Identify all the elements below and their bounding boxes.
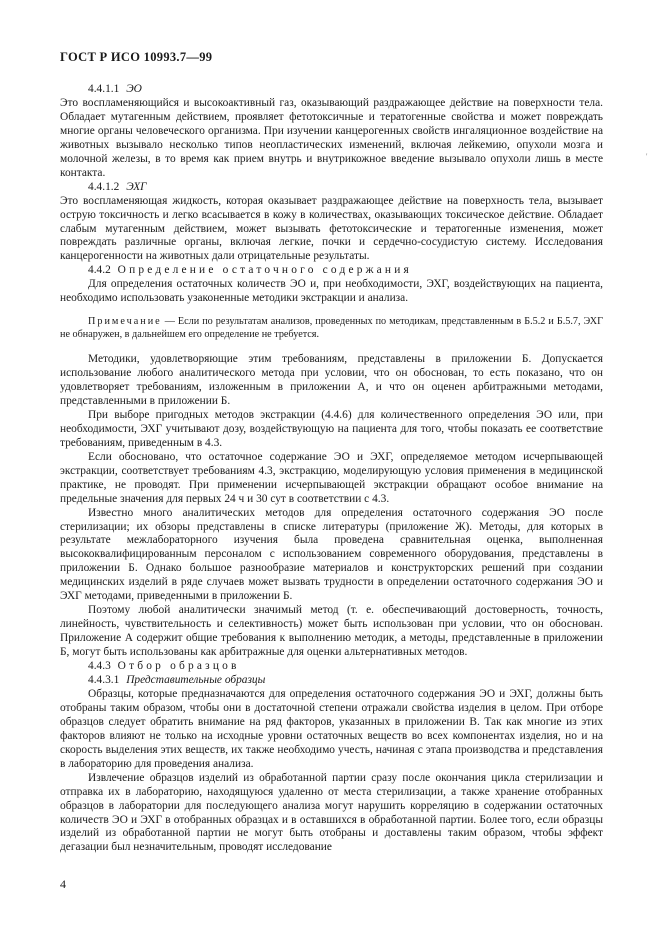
section-number: 4.4.1.1: [88, 83, 120, 95]
section-4-4-1-2-heading: [60, 181, 603, 195]
paragraph: Это воспламеняющая жидкость, которая оказывает раздражающее действие на поверхность тела, вызывает острую токсичность и легко всасывается в кожу в количествах, оказывающих токсическое действие. Обладает слабым мутагенным действием, может вызывать фетотоксические и тератогенные изменения, может повреждать различные органы, включая легкие, почки и сердечно-сосудистую систему. Исследования канцерогенности на животных дали отрицательные результаты.: [60, 194, 603, 263]
paragraph: Поэтому любой аналитически значимый метод (т. е. обеспечивающий достоверность, точность, линейность, чувствительность и селективность) может быть использован при условии, что он обоснован. Приложение А содержит общие требования к выполнению методик, а методы, представленные в приложении Б, могут быть использованы как арбитражные для оценки альтернативных методов.: [60, 604, 603, 659]
paragraph: Методики, удовлетворяющие этим требованиям, представлены в приложении Б. Допускается использование любого аналитического метода при условии, что он обоснован, то есть показано, что он удовлетворяет требованиям, изложенным в приложении А, и что он оценен арбитражными методами, представленными в приложении Б.: [60, 353, 603, 407]
note: [60, 316, 603, 341]
section-4-4-2-heading: [60, 264, 603, 278]
note-label: Примечание: [88, 316, 162, 328]
paragraph: При выборе пригодных методов экстракции (4.4.6) для количественного определения ЭО или, при необходимости, ЭХГ учитывают дозу, воздействующую на пациента для того, чтобы показать ее соответствие требованиям, приведенным в 4.3.: [60, 408, 603, 449]
note-text: — Если по результатам анализов, проведенных по методикам, представленным в Б.5.2 и Б.5.7, ЭХГ не обнаружен, в дальнейшем его определение не требуется.: [60, 316, 603, 340]
section-4-4-3-1-heading: [60, 674, 603, 688]
paragraph: Если обосновано, что остаточное содержание ЭО и ЭХГ, определяемое методом исчерпывающей экстракции, соответствует требованиям 4.3, экстракцию, моделирующую условия применения в медицинской практике, не проводят. При применении исчерпывающей экстракции обращают особое внимание на предельные значения для первых 24 ч и 30 сут в соответствии с 4.3.: [60, 450, 603, 505]
section-number: 4.4.3.1: [88, 673, 120, 686]
section-4-4-3-heading: [60, 660, 603, 674]
paragraph: Извлечение образцов изделий из обработанной партии сразу после окончания цикла стерилизации и отправка их в лабораторию, находящуюся удаленно от места стерилизации, а также хранение отобранных образцов в лаборатории для последующего анализа могут нарушить корреляцию в содержании остаточных количеств ЭО и ЭХГ в отобранных образцах и в оставшихся в обработанной партии. Более того, если образцы изделий из обработанной партии не могут быть отобраны и доставлены таким образом, чтобы эффект дегазации был незначительным, проводят исследование: [60, 771, 603, 854]
section-title: Отбор образцов: [117, 660, 240, 673]
document-header: ГОСТ Р ИСО 10993.7—99: [60, 50, 213, 64]
section-title: Представительные образцы: [126, 673, 266, 686]
section-title: ЭХГ: [126, 180, 147, 193]
paragraph: Образцы, которые предназначаются для определения остаточного содержания ЭО и ЭХГ, должны быть отобраны таким образом, чтобы они в достаточной степени отражали свойства изделия в целом. При отборе образцов следует обратить внимание на ряд факторов, указанных в приложении В. Так как многие из этих факторов влияют не только на исходные уровни остаточных веществ во всех компонентах изделия, но и на скорость выделения этих веществ, их также необходимо учесть, начиная с этапа производства и представления в лабораторию для проведения анализа.: [60, 687, 603, 770]
paragraph: Известно много аналитических методов для определения остаточного содержания ЭО после стерилизации; их обзоры представлены в списке литературы (приложение Ж). Методы, для которых в результате межлабораторного изучения была проведена сравнительная оценка, выполненная высококвалифицированным персоналом с использованием современного оборудования, представлены в приложении Б. Однако большое разнообразие материалов и конструкторских решений при создании медицинских изделий в ряде случаев может вызвать трудности в определении остаточного содержания ЭО и ЭХГ методами, приведенными в приложении Б.: [60, 506, 603, 603]
section-number: 4.4.1.2: [88, 180, 120, 193]
section-title: ЭО: [126, 83, 142, 95]
paragraph: Это воспламеняющийся и высокоактивный газ, оказывающий раздражающее действие на поверхности тела. Обладает мутагенным действием, проявляет фетотоксичные и тератогенные свойства и может повреждать многие органы человеческого организма. При изучении канцерогенных свойств ингаляционное воздействие на животных вызывало несколько типов неопластических изменений, включая лейкемию, опухоли мозга и молочной железы, в то время как прием внутрь и внутрикожное введение вызывало опухоли лишь в месте контакта.: [60, 96, 603, 179]
page-number: 4: [60, 877, 66, 891]
section-4-4-1-1-heading: [60, 83, 603, 97]
margin-mark: ': [646, 152, 648, 161]
document-body: [60, 83, 603, 855]
section-title: Определение остаточного содержания: [117, 264, 412, 277]
paragraph: Для определения остаточных количеств ЭО и, при необходимости, ЭХГ, воздействующих на пациента, необходимо использовать узаконенные методики экстракции и анализа.: [60, 278, 603, 305]
section-number: 4.4.2: [88, 264, 111, 277]
section-number: 4.4.3: [88, 660, 111, 673]
